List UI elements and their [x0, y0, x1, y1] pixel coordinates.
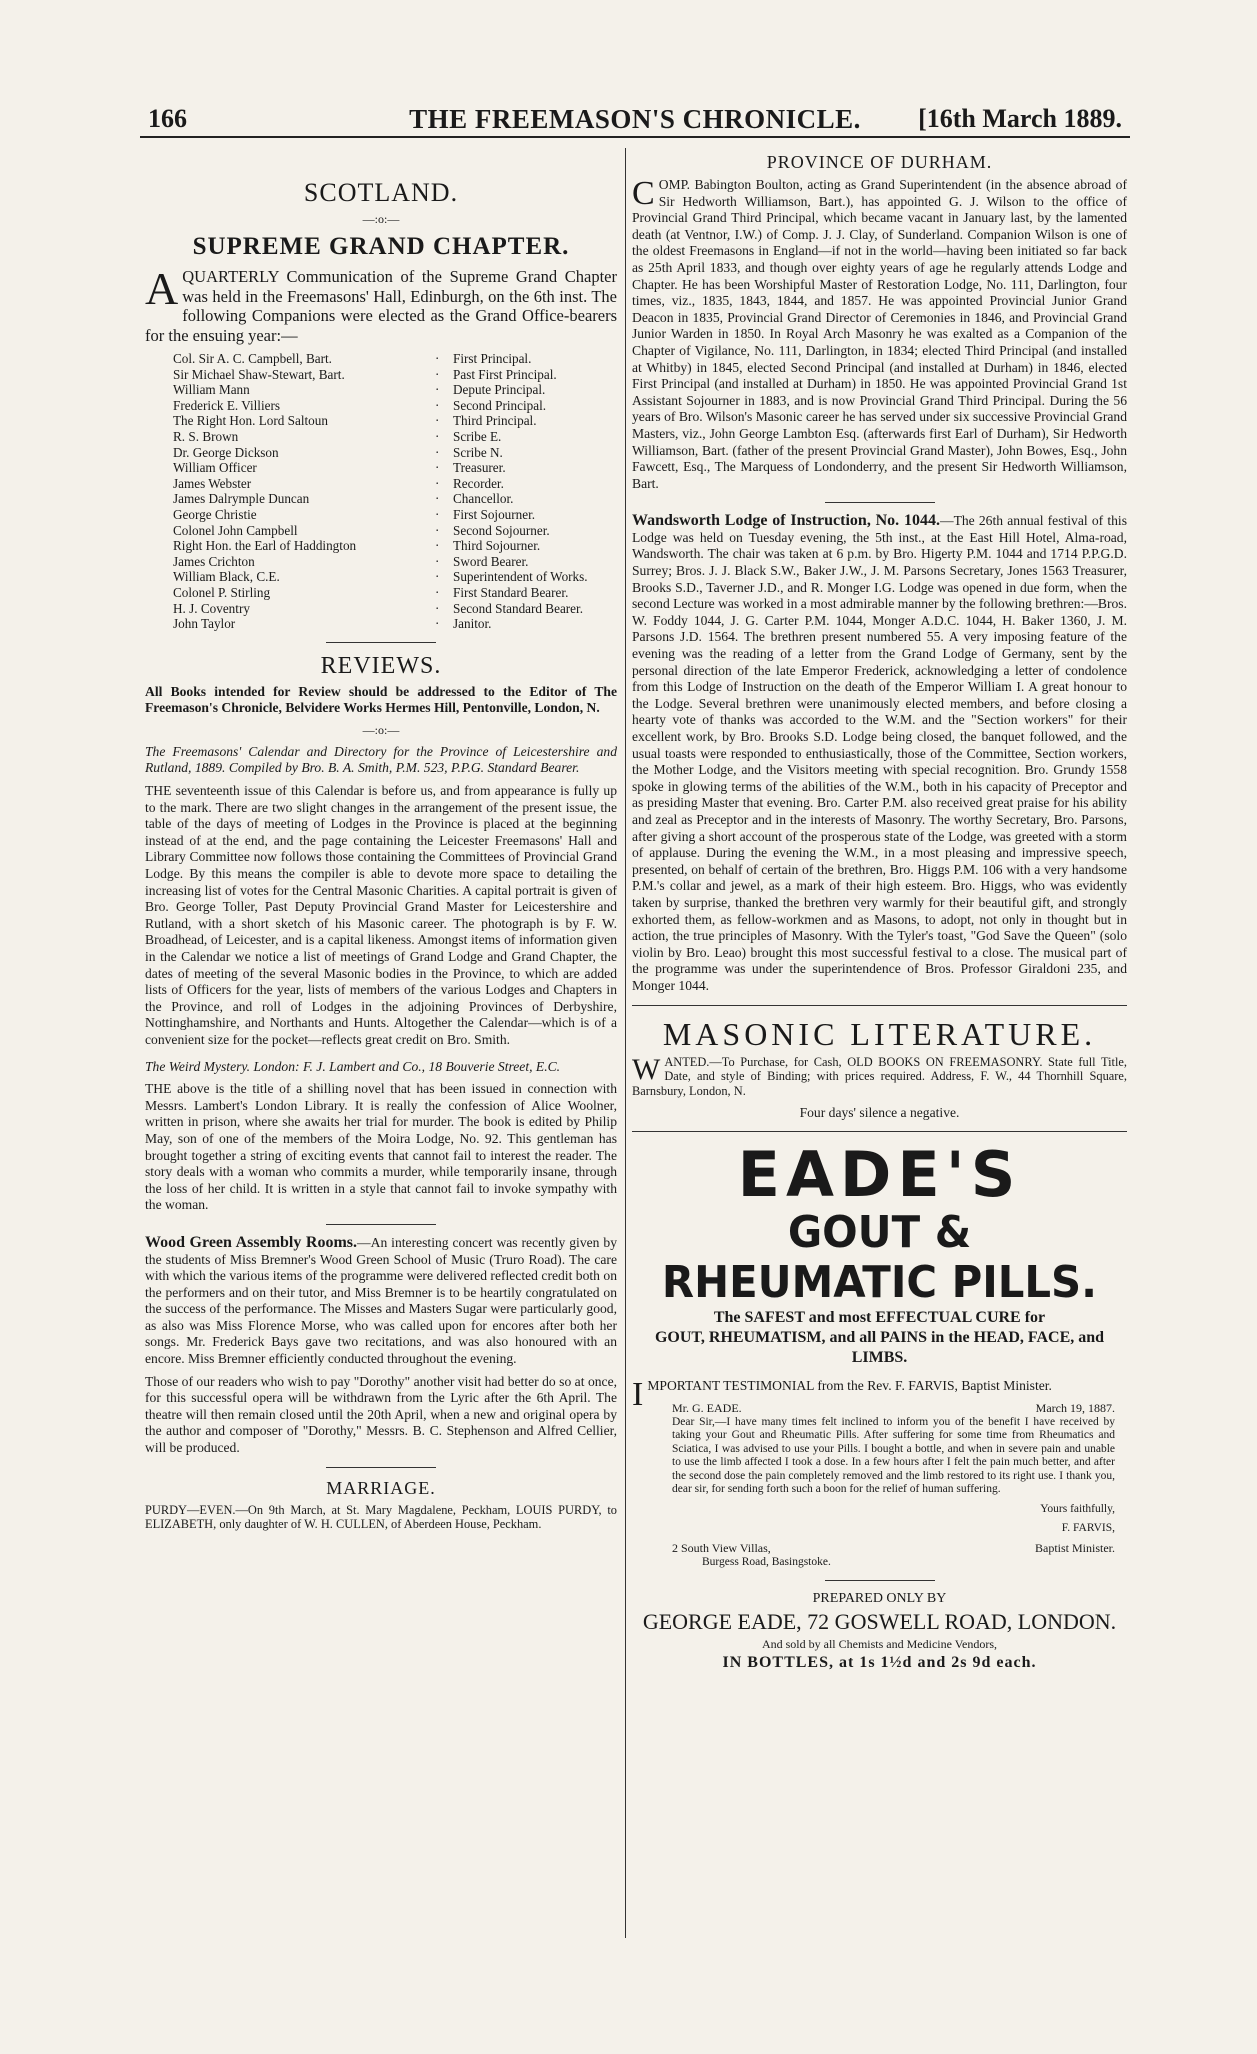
officer-row: [145, 523, 617, 539]
leader-dot: ·: [435, 413, 440, 429]
section-rule: [326, 1224, 436, 1225]
scotland-intro: [145, 263, 617, 345]
officer-office: Second Sojourner.: [453, 522, 550, 538]
scotland-heading: SCOTLAND.: [303, 178, 459, 207]
officer-row: [145, 616, 617, 632]
officer-office: Third Principal.: [453, 413, 537, 429]
issue-date: [16th March 1889.: [918, 104, 1122, 133]
durham-heading: PROVINCE OF DURHAM.: [766, 152, 993, 172]
weird-mystery-title: The Weird Mystery. London: F. J. Lambert and Co., 18 Bouverie Street, E.C.: [145, 1058, 561, 1074]
eades-advert: [632, 1138, 1127, 1671]
officer-row: [145, 460, 617, 476]
officer-office: Treasurer.: [453, 460, 506, 476]
advert-product: GOUT & RHEUMATIC PILLS.: [661, 1207, 1098, 1309]
officer-name: John Taylor: [173, 616, 236, 632]
sender-address: 2 South View Villas,: [672, 1541, 771, 1556]
scotland-intro-text: QUARTERLY Communication of the Supreme Grand Chapter was held in the Freemasons' Hall, Edinburgh, on the 6th inst. The following Companions were elected as the Grand Office-bearers for the ensuing year:—: [145, 267, 617, 345]
leader-dot: ·: [435, 522, 440, 538]
testimonial-intro-text: MPORTANT TESTIMONIAL from the Rev. F. FARVIS, Baptist Minister.: [647, 1378, 1052, 1394]
officer-office: First Principal.: [453, 351, 532, 366]
section-rule: [825, 1580, 935, 1581]
officer-name: William Black, C.E.: [173, 569, 280, 585]
leader-dot: ·: [435, 475, 440, 491]
officer-name: Sir Michael Shaw-Stewart, Bart.: [173, 366, 345, 382]
officer-office: Second Standard Bearer.: [453, 600, 584, 616]
drop-cap: I: [632, 1376, 644, 1414]
officer-office: Third Sojourner.: [453, 538, 541, 554]
officer-office: Past First Principal.: [453, 366, 557, 382]
advert-conditions: GOUT, RHEUMATISM, and all PAINS in the HEAD, FACE, and LIMBS.: [654, 1329, 1105, 1367]
leader-dot: ·: [435, 491, 440, 507]
officer-row: [145, 413, 617, 429]
leader-dot: ·: [435, 553, 440, 569]
section-rule: [825, 502, 935, 503]
leader-dot: ·: [435, 600, 440, 616]
sender-title: Baptist Minister.: [1034, 1541, 1115, 1556]
drop-cap: C: [632, 175, 655, 212]
masonic-literature-heading: MASONIC LITERATURE.: [662, 1015, 1097, 1052]
officer-row: [145, 351, 617, 367]
wandsworth-article: [632, 513, 1127, 994]
page-header: [140, 100, 1130, 138]
officer-office: First Sojourner.: [453, 506, 536, 522]
leader-dot: ·: [435, 569, 440, 585]
leader-dot: ·: [435, 506, 440, 522]
officer-office: Scribe E.: [453, 428, 502, 444]
wanted-notice: [632, 1052, 1127, 1099]
weird-mystery-body: THE above is the title of a shilling novel that has been issued in connection with Messrs. Lambert's London Library. It is really the confession of Alice Woolner, written in prison, where she awaits her trial for murder. The book is edited by Philip May, son of one of the members of the Moira Lodge, No. 92. This gentleman has brought together a string of exciting events that cannot fail to interest the reader. The story deals with a woman who commits a murder, while temporarily insane, through the loss of her child. It is written in a style that cannot fail to invoke sympathy with the woman.: [145, 1081, 617, 1213]
leader-dot: ·: [435, 351, 440, 366]
officer-row: [145, 585, 617, 601]
publication-title: THE FREEMASON'S CHRONICLE.: [409, 104, 861, 134]
officer-row: [145, 445, 617, 461]
officer-row: [145, 507, 617, 523]
sender-road: Burgess Road, Basingstoke.: [702, 1556, 831, 1569]
leader-dot: ·: [435, 382, 440, 398]
section-rule: [632, 1005, 1127, 1006]
prepared-by: PREPARED ONLY BY: [812, 1590, 947, 1606]
price-line: IN BOTTLES, at 1s 1½d and 2s 9d each.: [722, 1653, 1037, 1671]
sender-line: [672, 1541, 1115, 1556]
advert-tagline: The SAFEST and most EFFECTUAL CURE for: [713, 1309, 1046, 1327]
left-column: [145, 148, 617, 1538]
officer-office: Sword Bearer.: [453, 553, 529, 569]
officer-name: James Crichton: [173, 553, 255, 569]
officer-row: [145, 601, 617, 617]
section-rule: [326, 1467, 436, 1468]
durham-article: [632, 177, 1127, 492]
leader-dot: ·: [435, 428, 440, 444]
drop-cap: A: [145, 263, 179, 314]
calendar-review-title: The Freemasons' Calendar and Directory for the Province of Leicestershire and Rutland, 1889. Compiled by Bro. B. A. Smith, P.M. 523, P.P.G. Standard Bearer.: [145, 743, 617, 776]
officer-name: The Right Hon. Lord Saltoun: [173, 413, 328, 429]
maker-address: GEORGE EADE, 72 GOSWELL ROAD, LONDON.: [642, 1608, 1117, 1634]
right-column: [632, 148, 1127, 1674]
letter-body: Dear Sir,—I have many times felt inclined to inform you of the benefit I have received by taking your Gout and Rheumatic Pills. After suffering for some time from Rheumatics and Sciatica, I was advised to use your Pills. I bought a bottle, and when in severe pain and unable to use the limb affected I took a dose. In a few hours after I felt the pain much better, and after the second dose the pain completely removed and the limb restored to its right use. I thank you, dear sir, for sending forth such a boon for the relief of human suffering.: [672, 1416, 1115, 1496]
section-rule: [326, 642, 436, 643]
officer-name: Colonel P. Stirling: [173, 584, 271, 600]
officer-name: Colonel John Campbell: [173, 522, 298, 538]
leader-dot: ·: [435, 460, 440, 476]
officer-name: R. S. Brown: [173, 428, 239, 444]
leader-dot: ·: [435, 584, 440, 600]
officer-row: [145, 398, 617, 414]
calendar-review-body: THE seventeenth issue of this Calendar is before us, and from appearance is fully up to the mark. There are two slight changes in the arrangement of the present issue, the table of the days of meeting of Lodges in the Province is placed at the beginning instead of at the end, and the page containing the Leicester Freemasons' Hall and Library Committee now follows those containing the Committees of Provincial Grand Lodge. By this means the compiler is able to devote more space to detailing the increasing list of votes for the Central Masonic Charities. A capital portrait is given of Bro. George Toller, Past Deputy Provincial Grand Master for Leicestershire and Rutland, with a short sketch of his Masonic career. The photograph is by F. W. Broadhead, of Leicester, and is a capital likeness. Amongst items of information given in the Calendar we notice a list of meetings of Grand Lodge and Grand Chapter, the dates of meeting of the several Masonic bodies in the Province, to which are added lists of Officers for the year, lists of members of the various Lodges and Chapters in the Province, and roll of Lodges in the adjoining Provinces of Derbyshire, Nottinghamshire, and Northants and Hunts. Altogether the Calendar—which is of a convenient size for the pocket—reflects great credit on Bro. Smith.: [145, 783, 617, 1047]
officer-row: [145, 491, 617, 507]
officer-office: Superintendent of Works.: [453, 569, 588, 585]
officer-name: William Mann: [173, 382, 250, 398]
officer-office: Recorder.: [453, 475, 504, 491]
leader-dot: ·: [435, 444, 440, 460]
ornament: —:o:—: [362, 722, 400, 737]
officer-office: Second Principal.: [453, 397, 547, 413]
leader-dot: ·: [435, 616, 440, 632]
letter-heading: [672, 1401, 1115, 1416]
officer-name: Right Hon. the Earl of Haddington: [173, 538, 357, 554]
letter-signature: F. FARVIS,: [1061, 1521, 1115, 1534]
wandsworth-body: —The 26th annual festival of this Lodge was held on Tuesday evening, the 5th inst., at the East Hill Hotel, Alma-road, Wandsworth. The chair was taken at 6 p.m. by Bro. Higerty P.M. 1044 and 1714 P.P.G.D. Surrey; Bros. J. J. Black S.W., Baker J.W., J. M. Parsons Secretary, Jones 1563 Treasurer, Brooks S.D., Taverner J.D., and R. Monger I.G. Lodge was opened in due form, when the second Lecture was worked in a most admirable manner by the following brethren:—Bros. W. Foddy 1044, J. G. Carter P.M. 1044, Monger A.D.C. 1044, H. Baker 1360, J. M. Parsons J.D. 1564. The brethren present numbered 55. A very imposing feature of the evening was the reading of a letter from the Grand Lodge of Germany, sent by the personal direction of the late Emperor Frederick, acknowledging a letter of condolence from this Lodge of Instruction on the death of the Emperor William I. A great honour to the Lodge. Several brethren were unanimously elected members, and before closing a hearty vote of thanks was accorded to the W.M. and the "Section workers" for their excellent work, by Bro. Brooks S.D. Lodge being closed, the banquet followed, and the usual toasts were responded to enthusiastically, those of the Committee, Section workers, the Mother Lodge, and the Visitors meeting with special recognition. Bro. Grundy 1558 spoke in glowing terms of the abilities of the W.M., both in his capacity of Preceptor and as presiding Master that evening. Bro. Carter P.M. also received great praise for his ability and zeal as Preceptor and in the interests of Masonry. The worthy Secretary, Bro. Parsons, after giving a short account of the prosperous state of the Lodge, was greeted with a storm of applause. During the evening the W.M., in a most pleasing and impressive speech, presented, on behalf of certain of the brethren, Bro. Higgs P.M. 106 with a very handsome P.M.'s collar and jewel, as a mark of their high esteem. Bro. Higgs, who was evidently taken by surprise, thanked the brethren very warmly for their beautiful gift, and strongly exhorted them, as fellow-workmen and as Masons, to adopt, not only in thought but in action, the true principles of Masonry. With the Tyler's toast, "God Save the Queen" (solo violin by Bro. Leao) brought this most successful festival to a close. The musical part of the programme was under the superintendence of Bros. Professor Giraldoni 235, and Monger 1044.: [632, 513, 1127, 993]
leader-dot: ·: [435, 397, 440, 413]
sold-by: And sold by all Chemists and Medicine Vendors,: [761, 1636, 998, 1651]
wood-green-heading: Wood Green Assembly Rooms.: [145, 1233, 358, 1251]
officer-name: George Christie: [173, 506, 257, 522]
officer-row: [145, 569, 617, 585]
wandsworth-heading: Wandsworth Lodge of Instruction, No. 1044.: [632, 512, 940, 530]
officer-name: William Officer: [173, 460, 257, 476]
officer-name: Frederick E. Villiers: [173, 397, 280, 413]
reviews-heading: REVIEWS.: [320, 652, 442, 679]
officer-row: [145, 554, 617, 570]
officer-name: Dr. George Dickson: [173, 444, 279, 460]
advert-brand: EADE'S: [737, 1138, 1022, 1212]
officer-name: James Dalrymple Duncan: [173, 491, 310, 507]
dorothy-note: Those of our readers who wish to pay "Dorothy" another visit had better do so at once, for this successful opera will be withdrawn from the Lyric after the 6th April. The theatre will then remain closed until the 20th April, when a new and original opera by the author and composer of "Dorothy," Messrs. B. C. Stephenson and Alfred Cellier, will be produced.: [145, 1373, 617, 1456]
section-rule: [632, 1131, 1127, 1132]
letter-closing: Yours faithfully,: [1040, 1502, 1115, 1515]
officer-row: [145, 367, 617, 383]
letter-date: March 19, 1887.: [1035, 1401, 1115, 1416]
wood-green-body: —An interesting concert was recently given by the students of Miss Bremner's Wood Green School of Music (Truro Road). The care with which the various items of the programme were delivered reflected credit both on the performers and on their tutor, and Miss Bremner is to be heartily congratulated on the success of the performance. The Misses and Masters Sugar were particularly good, as also was Miss Florence Morse, who was called upon for encores after both her songs. Mr. Frederick Bays gave two recitations, and was also honoured with an encore. Miss Bremner efficiently conducted throughout the evening.: [145, 1234, 617, 1367]
officer-name: James Webster: [173, 475, 252, 491]
page-number: 166: [148, 104, 187, 133]
column-divider: [625, 148, 626, 1938]
marriage-notice: PURDY—EVEN.—On 9th March, at St. Mary Magdalene, Peckham, LOUIS PURDY, to ELIZABETH, only daughter of W. H. CULLEN, of Aberdeen House, Peckham.: [145, 1502, 617, 1532]
officer-name: H. J. Coventry: [173, 600, 250, 616]
letter-addressee: Mr. G. EADE.: [672, 1401, 742, 1416]
leader-dot: ·: [435, 366, 440, 382]
wanted-text: ANTED.—To Purchase, for Cash, OLD BOOKS ON FREEMASONRY. State full Title, Date, and style of Binding; with prices required. Address, F. W., 44 Thornhill Square, Barnsbury, London, N.: [632, 1054, 1127, 1099]
officer-row: [145, 476, 617, 492]
wood-green-article: [145, 1235, 617, 1368]
officer-row: [145, 429, 617, 445]
officer-office: Janitor.: [453, 616, 492, 632]
officer-office: Scribe N.: [453, 444, 503, 460]
drop-cap: W: [632, 1052, 661, 1086]
officer-office: Depute Principal.: [453, 382, 546, 398]
marriage-heading: MARRIAGE.: [326, 1477, 436, 1498]
reviews-notice: All Books intended for Review should be addressed to the Editor of The Freemason's Chronicle, Belvidere Works Hermes Hill, Pentonville, London, N.: [145, 683, 617, 716]
supreme-chapter-heading: SUPREME GRAND CHAPTER.: [192, 233, 570, 260]
officer-office: First Standard Bearer.: [453, 584, 569, 600]
ornament: —:o:—: [362, 212, 400, 226]
officer-office: Chancellor.: [453, 491, 514, 507]
officers-table: [145, 351, 617, 632]
wanted-note: Four days' silence a negative.: [799, 1104, 960, 1120]
officer-row: [145, 382, 617, 398]
durham-body: OMP. Babington Boulton, acting as Grand Superintendent (in the absence abroad of Sir Hedworth Williamson, Bart.), has appointed G. J. Wilson to the office of Provincial Grand Third Principal, which became vacant in January last, by the lamented death (at Ventnor, I.W.) of Comp. J. J. Clay, of Sunderland. Companion Wilson is one of the oldest Freemasons in England—if not in the world—having been initiated so far back as 25th April 1833, and though over eighty years of age he regularly attends Lodge and Chapter. He has been Worshipful Master of Restoration Lodge, No. 111, Darlington, four times, viz., 1835, 1843, 1844, and 1857. He was appointed Provincial Junior Grand Deacon in 1835, Provincial Grand Director of Ceremonies in 1846, and Provincial Grand Junior Warden in 1850. In Royal Arch Masonry he was exalted as a Companion of the Chapter of Vigilance, No. 111, Darlington, in 1834; elected Third Principal (and installed at Whitby) in 1845, elected Second Principal (and installed at Durham) in 1846, elected First Principal (and installed at Durham) in 1850. He was appointed Provincial Grand 1st Assistant Sojourner in 1883, and is now Provincial Grand Third Principal. During the 56 years of Bro. Wilson's Masonic career he has served under six successive Provincial Grand Masters, viz., John George Lambton Esq. (afterwards first Earl of Durham), Sir Hedworth Williamson, Bart. (father of the present Provincial Grand Master), John Bowes, Esq., John Fawcett, Esq., The Marquess of Londonderry, and the present Sir Hedworth Williamson, Bart.: [632, 177, 1127, 491]
leader-dot: ·: [435, 538, 440, 554]
officer-name: Col. Sir A. C. Campbell, Bart.: [173, 351, 332, 366]
officer-row: [145, 538, 617, 554]
